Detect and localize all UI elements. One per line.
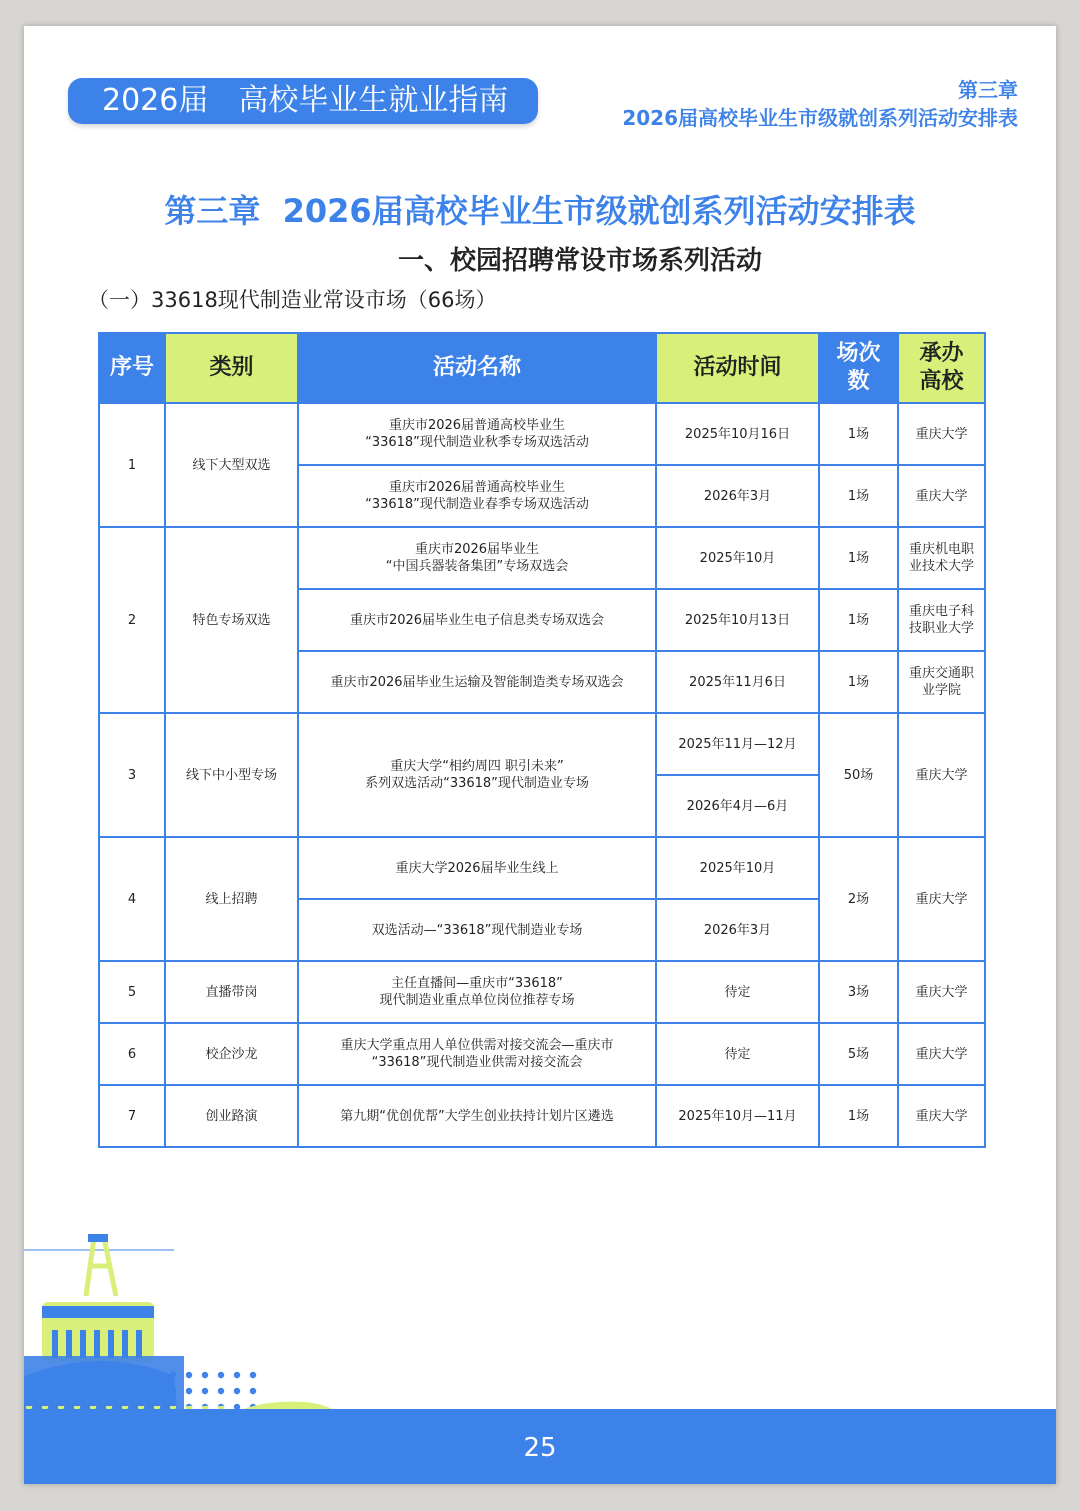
cell-index: 1 (99, 403, 165, 527)
header-category: 类别 (165, 333, 298, 403)
header-time: 活动时间 (656, 333, 819, 403)
running-header-subtitle: 2026届高校毕业生市级就创系列活动安排表 (622, 106, 1018, 130)
cell-name: 重庆市2026届毕业生运输及智能制造类专场双选会 (298, 651, 656, 713)
cell-name: 重庆大学“相约周四 职引未来” 系列双选活动“33618”现代制造业专场 (298, 713, 656, 837)
cell-count: 2场 (819, 837, 898, 961)
header-host: 承办高校 (898, 333, 985, 403)
table-row (99, 1085, 985, 1147)
cell-name: 重庆大学2026届毕业生线上 (298, 837, 656, 899)
table-row (99, 403, 985, 465)
cell-count: 1场 (819, 465, 898, 527)
subsection-title: （一）33618现代制造业常设市场（66场） (88, 288, 497, 312)
cell-category: 线下大型双选 (165, 403, 298, 527)
cell-time: 待定 (656, 961, 819, 1023)
running-header-chapter: 第三章 (958, 78, 1018, 102)
cell-time: 2026年3月 (656, 465, 819, 527)
cell-host: 重庆大学 (898, 1085, 985, 1147)
cell-time: 2025年10月 (656, 527, 819, 589)
cell-time: 2026年3月 (656, 899, 819, 961)
cell-time: 2025年10月 (656, 837, 819, 899)
cell-time: 2025年10月13日 (656, 589, 819, 651)
cell-time: 2026年4月—6月 (656, 775, 819, 837)
header-guide-title: 高校毕业生就业指南 (238, 83, 509, 118)
cell-time: 2025年11月—12月 (656, 713, 819, 775)
table-row (99, 961, 985, 1023)
cell-name: 双选活动—“33618”现代制造业专场 (298, 899, 656, 961)
cell-time: 2025年10月16日 (656, 403, 819, 465)
header-count: 场次数 (819, 333, 898, 403)
cell-time: 2025年11月6日 (656, 651, 819, 713)
cell-category: 线上招聘 (165, 837, 298, 961)
cell-category: 线下中小型专场 (165, 713, 298, 837)
cell-index: 7 (99, 1085, 165, 1147)
header-year: 2026届 (102, 83, 209, 118)
cell-host: 重庆大学 (898, 713, 985, 837)
cell-category: 直播带岗 (165, 961, 298, 1023)
cell-index: 4 (99, 837, 165, 961)
cell-category: 特色专场双选 (165, 527, 298, 713)
cell-category: 创业路演 (165, 1085, 298, 1147)
running-header (622, 76, 1018, 132)
cell-host: 重庆交通职 业学院 (898, 651, 985, 713)
cell-name: 重庆市2026届普通高校毕业生 “33618”现代制造业秋季专场双选活动 (298, 403, 656, 465)
header-name: 活动名称 (298, 333, 656, 403)
cell-index: 5 (99, 961, 165, 1023)
cell-count: 1场 (819, 589, 898, 651)
table-row (99, 837, 985, 899)
table-row (99, 527, 985, 589)
cell-name: 第九期“优创优帮”大学生创业扶持计划片区遴选 (298, 1085, 656, 1147)
cell-name: 重庆市2026届普通高校毕业生 “33618”现代制造业春季专场双选活动 (298, 465, 656, 527)
page (24, 26, 1056, 1484)
cell-host: 重庆大学 (898, 961, 985, 1023)
cell-count: 5场 (819, 1023, 898, 1085)
cell-count: 1场 (819, 651, 898, 713)
guide-header-badge (68, 78, 538, 124)
chapter-title: 第三章 2026届高校毕业生市级就创系列活动安排表 (164, 192, 916, 230)
cell-count: 1场 (819, 527, 898, 589)
cell-time: 待定 (656, 1023, 819, 1085)
cell-host: 重庆电子科 技职业大学 (898, 589, 985, 651)
cell-count: 1场 (819, 1085, 898, 1147)
cell-name: 重庆大学重点用人单位供需对接交流会—重庆市 “33618”现代制造业供需对接交流会 (298, 1023, 656, 1085)
cell-host: 重庆大学 (898, 837, 985, 961)
table-row (99, 713, 985, 775)
table-row (99, 1023, 985, 1085)
cell-name: 重庆市2026届毕业生 “中国兵器装备集团”专场双选会 (298, 527, 656, 589)
cell-count: 50场 (819, 713, 898, 837)
activity-schedule-table (98, 332, 986, 1148)
cell-index: 2 (99, 527, 165, 713)
page-number: 25 (523, 1433, 557, 1463)
cell-index: 3 (99, 713, 165, 837)
cell-name: 主任直播间—重庆市“33618” 现代制造业重点单位岗位推荐专场 (298, 961, 656, 1023)
cell-name: 重庆市2026届毕业生电子信息类专场双选会 (298, 589, 656, 651)
section-title: 一、校园招聘常设市场系列活动 (397, 246, 762, 276)
cell-count: 1场 (819, 403, 898, 465)
cell-time: 2025年10月—11月 (656, 1085, 819, 1147)
header-index: 序号 (99, 333, 165, 403)
cell-host: 重庆大学 (898, 1023, 985, 1085)
cell-category: 校企沙龙 (165, 1023, 298, 1085)
cell-host: 重庆大学 (898, 465, 985, 527)
cell-count: 3场 (819, 961, 898, 1023)
cell-host: 重庆大学 (898, 403, 985, 465)
table-header-row (99, 333, 985, 403)
cell-host: 重庆机电职 业技术大学 (898, 527, 985, 589)
cell-index: 6 (99, 1023, 165, 1085)
